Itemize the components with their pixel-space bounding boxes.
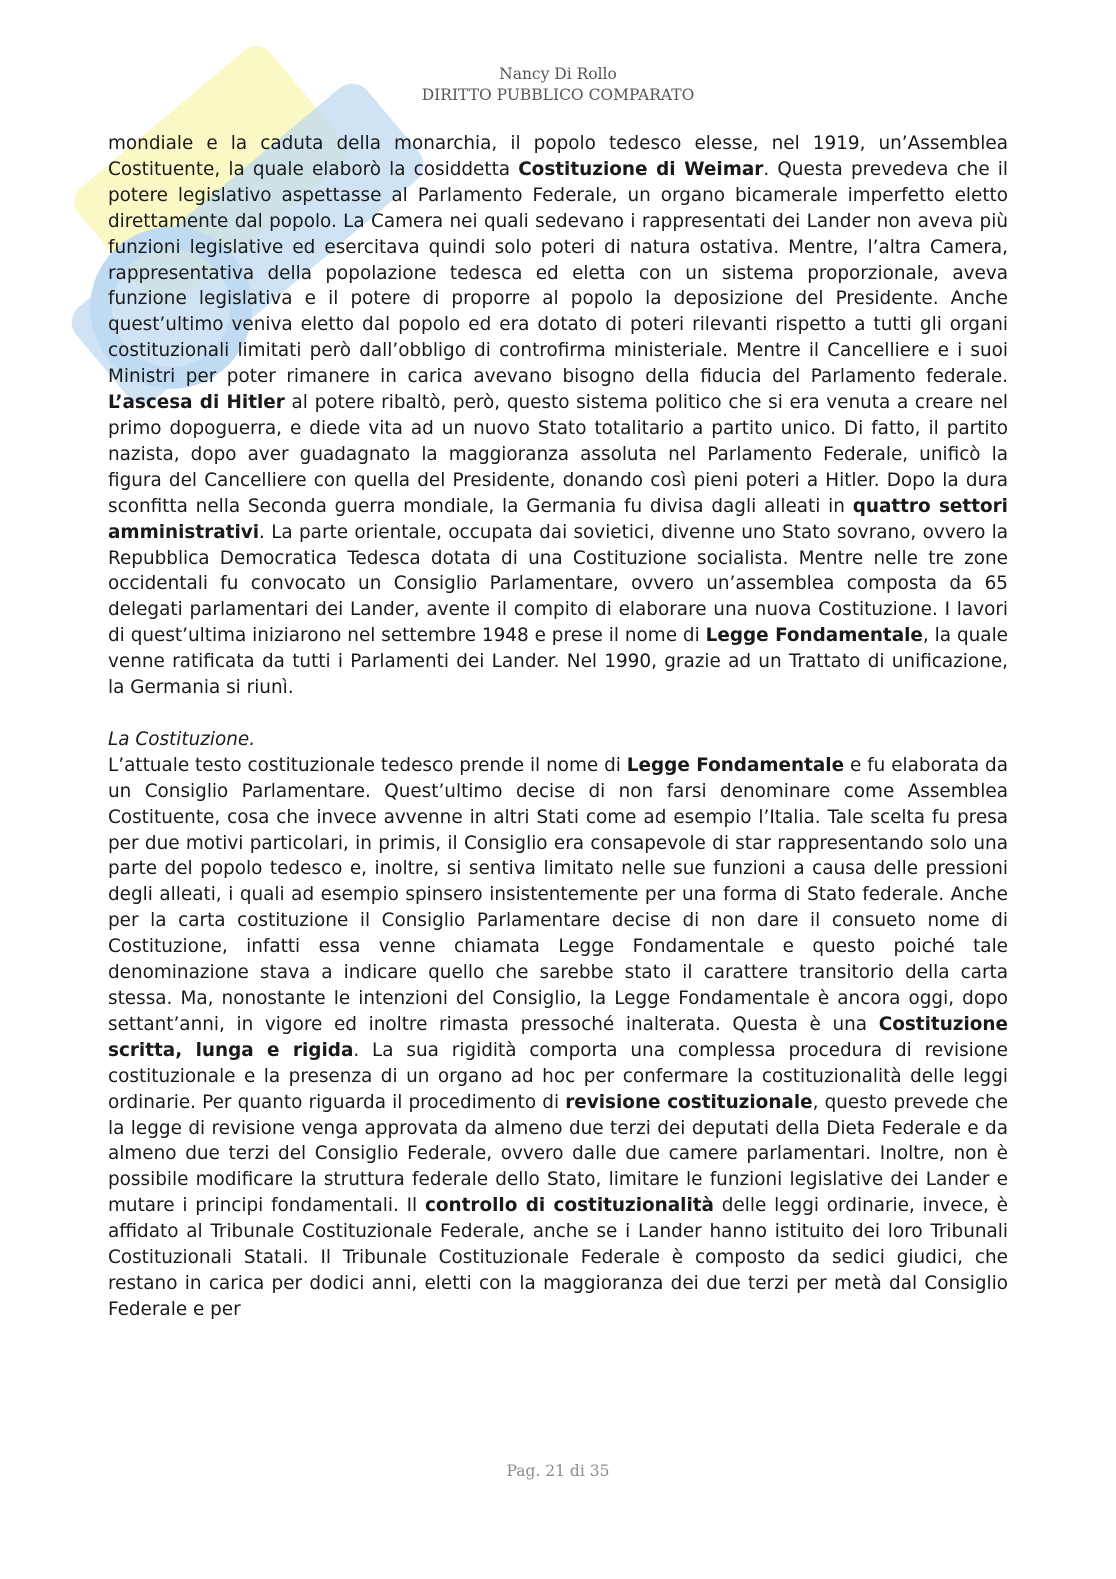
text-run: delle leggi ordinarie, invece, è affidato al Tribunale Costituzionale Federale, anche se i Lander hanno istituito dei loro Tribunali Costituzionali Statali. Il Tribunale Costituzionale Federale è composto da sedici giudici, che restano in carica per dodici anni, eletti con la maggioranza dei due terzi per metà dal Consiglio Federale e per bbox=[108, 1195, 1008, 1320]
text-run: , la quale venne ratificata da tutti i Parlamenti dei Lander. Nel 1990, grazie ad un Trattato di unificazione, la Germania si riunì. bbox=[108, 625, 1008, 699]
paragraph-constitution bbox=[108, 753, 1008, 1323]
bold-term-settori: quattro settori amministrativi bbox=[108, 495, 1008, 543]
text-run: . La sua rigidità comporta una complessa procedura di revisione costituzionale e la presenza di un organo ad hoc per confermare la costituzionalità delle leggi ordinarie. Per quanto riguarda il procedimento di bbox=[108, 1039, 1008, 1113]
section-title bbox=[108, 727, 1008, 753]
bold-term-weimar: Costituzione di Weimar bbox=[518, 158, 764, 180]
bold-term-revisione: revisione costituzionale bbox=[565, 1091, 813, 1113]
header-author: Nancy Di Rollo bbox=[499, 65, 617, 83]
page-header bbox=[0, 64, 1116, 106]
text-run: , questo prevede che la legge di revisione venga approvata da almeno due terzi dei deputati della Dieta Federale e da almeno due terzi del Consiglio Federale, ovvero dalle due camere parlamentari. Inoltre, non è possibile modificare la struttura federale dello Stato, limitare le funzioni legislative dei Lander e mutare i principi fondamentali. Il bbox=[108, 1091, 1009, 1217]
page-number: Pag. 21 di 35 bbox=[506, 1462, 610, 1480]
page-footer bbox=[0, 1461, 1116, 1482]
text-run: . Questa prevedeva che il potere legislativo aspettasse al Parlamento Federale, un organo bicamerale imperfetto eletto direttamente dal popolo. La Camera nei quali sedevano i rappresentati dei Lander non aveva più funzioni legislative ed esercitava quindi solo poteri di natura ostativa. Mentre, l’altra Camera, rappresentativa della popolazione tedesca ed eletta con un sistema proporzionale, aveva funzione legislativa e il potere di proporre al popolo la deposizione del Presidente. Anche quest’ultimo veniva eletto dal popolo ed era dotato di poteri rilevanti rispetto a tutti gli organi costituzionali limitati però dall’obbligo di controfirma ministeriale. Mentre il Cancelliere e i suoi Ministri per poter rimanere in carica avevano bisogno della fiducia del Parlamento federale. bbox=[108, 158, 1008, 388]
paragraph-history bbox=[108, 131, 1008, 701]
bold-term-legge-fondamentale: Legge Fondamentale bbox=[626, 754, 845, 776]
bold-term-scritta-lunga-rigida: Costituzione scritta, lunga e rigida bbox=[108, 1013, 1008, 1061]
bold-term-hitler: L’ascesa di Hitler bbox=[108, 392, 285, 414]
text-run: al potere ribaltò, però, questo sistema politico che si era venuta a creare nel primo dopoguerra, e diede vita ad un nuovo Stato totalitario a partito unico. Di fatto, il partito nazista, dopo aver guadagnato la maggioranza assoluta nel Parlamento Federale, unificò la figura del Cancelliere con quella del Presidente, donando così pieni poteri a Hitler. Dopo la dura sconfitta nella Seconda guerra mondiale, la Germania fu divisa dagli alleati in bbox=[108, 392, 1009, 517]
bold-term-controllo: controllo di costituzionalità bbox=[424, 1195, 714, 1217]
header-course: DIRITTO PUBBLICO COMPARATO bbox=[421, 86, 695, 104]
text-run: . La parte orientale, occupata dai sovietici, divenne uno Stato sovrano, ovvero la Repubblica Democratica Tedesca dotata di una Costituzione socialista. Mentre nelle tre zone occidentali fu convocato un Consiglio Parlamentare, ovvero un’assemblea composta da 65 delegati parlamentari dei Lander, avente il compito di elaborare una nuova Costituzione. I lavori di quest’ultima iniziarono nel settembre 1948 e prese il nome di bbox=[108, 521, 1008, 647]
section-title-text: La Costituzione. bbox=[108, 728, 256, 750]
paragraph-gap bbox=[108, 701, 1008, 727]
bold-term-legge: Legge Fondamentale bbox=[705, 625, 923, 647]
text-run: mondiale e la caduta della monarchia, il popolo tedesco elesse, nel 1919, un’Assemblea Costituente, la quale elaborò la cosiddetta bbox=[108, 133, 1008, 180]
document-body bbox=[108, 131, 1008, 1323]
text-run: e fu elaborata da un Consiglio Parlamentare. Quest’ultimo decise di non farsi denominare come Assemblea Costituente, cosa che invece avvenne in altri Stati come ad esempio l’Italia. Tale scelta fu presa per due motivi particolari, in primis, il Consiglio era consapevole di star rappresentando solo una parte del popolo tedesco e, inoltre, si sentiva limitato nelle sue funzioni a causa delle pressioni degli alleati, i quali ad esempio spinsero insistentemente per una forma di Stato federale. Anche per la carta costituzione il Consiglio Parlamentare decise di non dare il consueto nome di Costituzione, infatti essa venne chiamata Legge Fondamentale e questo poiché tale denominazione stava a indicare quello che sarebbe stato il carattere transitorio della carta stessa. Ma, nonostante le intenzioni del Consiglio, la Legge Fondamentale è ancora oggi, dopo settant’anni, in vigore ed inoltre rimasta pressoché inalterata. Questa è una bbox=[108, 754, 1008, 1035]
text-run: L’attuale testo costituzionale tedesco prende il nome di bbox=[108, 754, 627, 776]
